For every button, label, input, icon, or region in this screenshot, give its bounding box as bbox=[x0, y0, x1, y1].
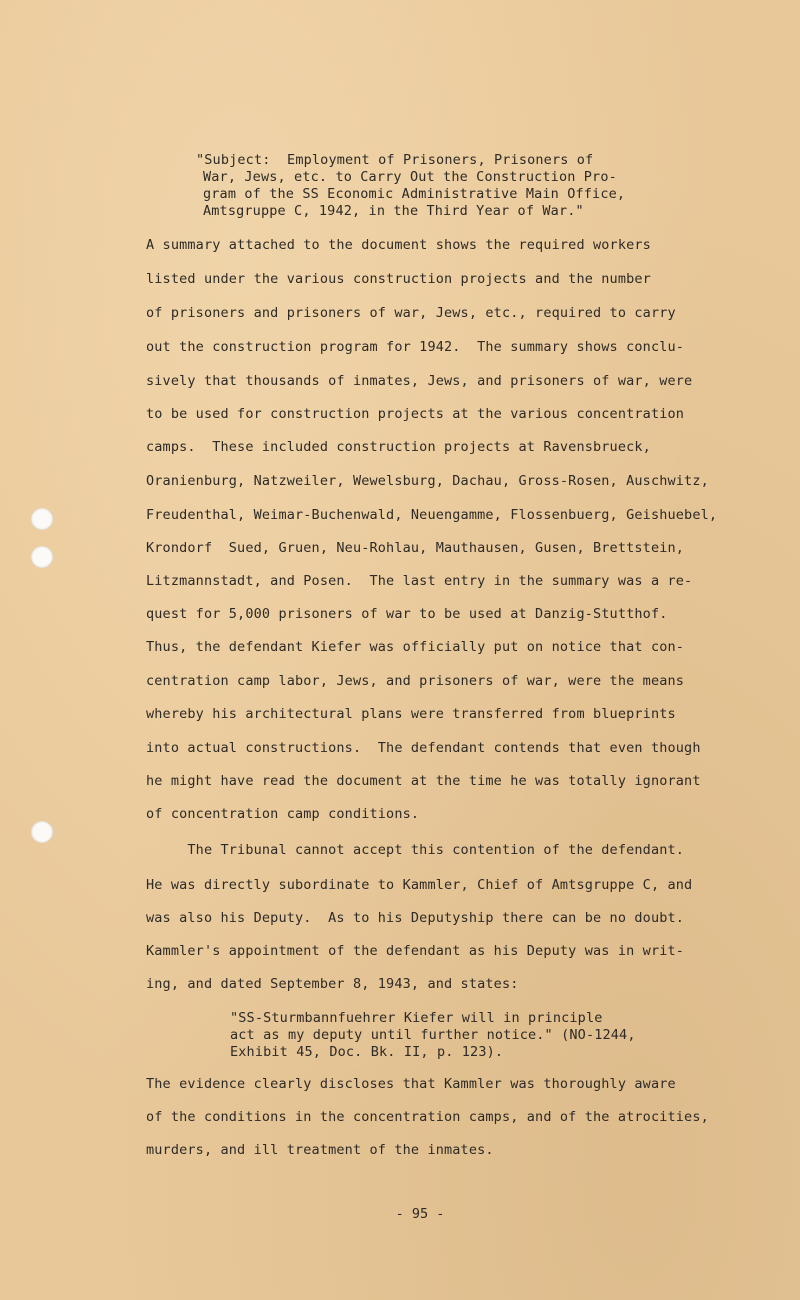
text-line: into actual constructions. The defendant contends that even though bbox=[146, 740, 701, 756]
text-line: Freudenthal, Weimar-Buchenwald, Neuengamme, Flossenbuerg, Geishuebel, bbox=[146, 507, 718, 523]
text-line: Amtsgruppe C, 1942, in the Third Year of War." bbox=[203, 203, 584, 219]
text-line: he might have read the document at the time he was totally ignorant bbox=[146, 773, 701, 789]
text-line: Oranienburg, Natzweiler, Wewelsburg, Dachau, Gross-Rosen, Auschwitz, bbox=[146, 473, 709, 489]
text-line: was also his Deputy. As to his Deputyship there can be no doubt. bbox=[146, 910, 685, 926]
text-line: Thus, the defendant Kiefer was officially put on notice that con- bbox=[146, 639, 685, 655]
text-line: of the conditions in the concentration camps, and of the atrocities, bbox=[146, 1109, 709, 1125]
text-line: quest for 5,000 prisoners of war to be used at Danzig-Stutthof. bbox=[146, 606, 668, 622]
page-number: - 95 - bbox=[395, 1206, 445, 1222]
text-line: whereby his architectural plans were transferred from blueprints bbox=[146, 706, 676, 722]
text-line: A summary attached to the document shows the required workers bbox=[146, 237, 651, 253]
text-line: Exhibit 45, Doc. Bk. II, p. 123). bbox=[230, 1044, 504, 1060]
text-line: Litzmannstadt, and Posen. The last entry in the summary was a re- bbox=[146, 573, 693, 589]
text-line: out the construction program for 1942. The summary shows conclu- bbox=[146, 339, 685, 355]
text-line: Krondorf Sued, Gruen, Neu-Rohlau, Mauthausen, Gusen, Brettstein, bbox=[146, 540, 685, 556]
text-line: camps. These included construction projects at Ravensbrueck, bbox=[146, 439, 651, 455]
text-line: act as my deputy until further notice." (NO-1244, bbox=[230, 1027, 636, 1043]
text-line: of prisoners and prisoners of war, Jews, etc., required to carry bbox=[146, 305, 676, 321]
text-line: "Subject: Employment of Prisoners, Prisoners of bbox=[196, 152, 594, 168]
text-line: to be used for construction projects at the various concentration bbox=[146, 406, 685, 422]
text-line: "SS-Sturmbannfuehrer Kiefer will in principle bbox=[230, 1010, 603, 1026]
text-line: murders, and ill treatment of the inmates. bbox=[146, 1142, 494, 1158]
text-line: gram of the SS Economic Administrative Main Office, bbox=[203, 186, 626, 202]
punch-hole bbox=[31, 508, 53, 530]
punch-hole bbox=[31, 546, 53, 568]
text-line: The Tribunal cannot accept this contention of the defendant. bbox=[146, 842, 685, 858]
text-line: ing, and dated September 8, 1943, and states: bbox=[146, 976, 519, 992]
text-line: He was directly subordinate to Kammler, Chief of Amtsgruppe C, and bbox=[146, 877, 693, 893]
text-line: Kammler's appointment of the defendant as his Deputy was in writ- bbox=[146, 943, 685, 959]
text-line: centration camp labor, Jews, and prisoners of war, were the means bbox=[146, 673, 685, 689]
text-line: sively that thousands of inmates, Jews, and prisoners of war, were bbox=[146, 373, 693, 389]
text-line: listed under the various construction projects and the number bbox=[146, 271, 651, 287]
text-line: of concentration camp conditions. bbox=[146, 806, 420, 822]
punch-hole bbox=[31, 821, 53, 843]
text-line: The evidence clearly discloses that Kammler was thoroughly aware bbox=[146, 1076, 676, 1092]
text-line: War, Jews, etc. to Carry Out the Construction Pro- bbox=[203, 169, 617, 185]
